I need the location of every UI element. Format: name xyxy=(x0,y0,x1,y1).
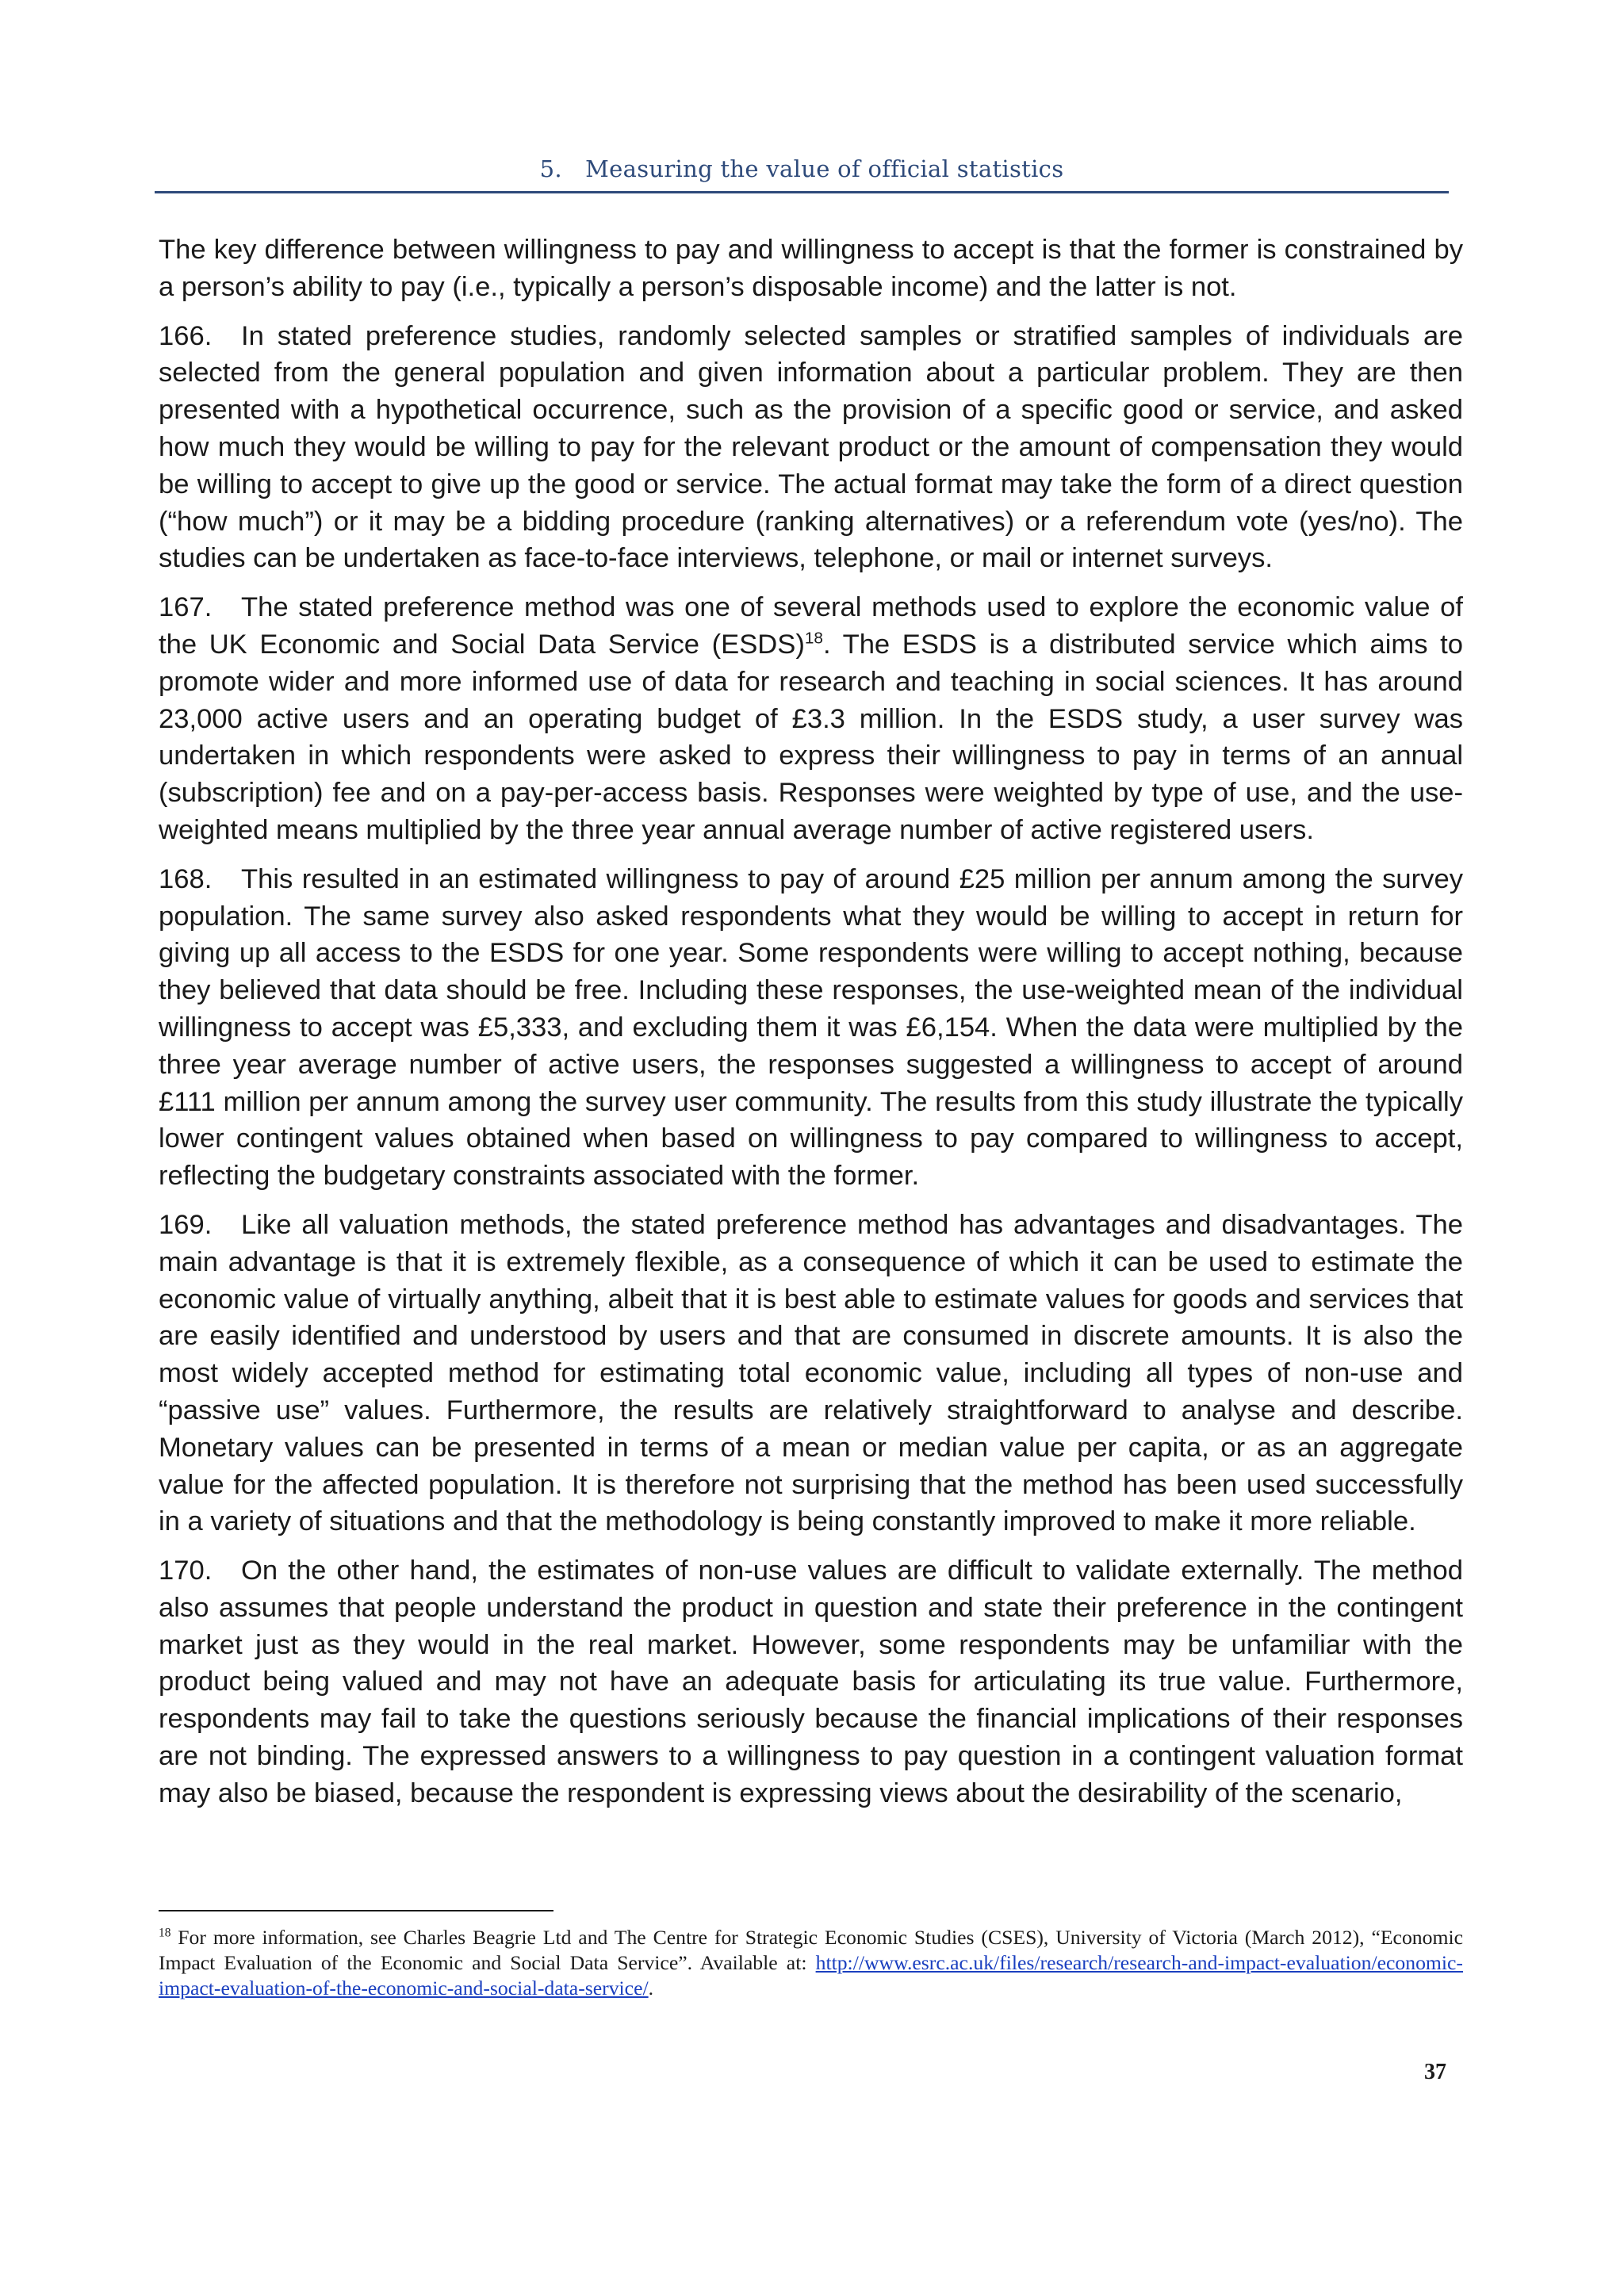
paragraph-text: This resulted in an estimated willingness to pay of around £25 million per annum among the survey population. The same survey also asked respondents what they would be willing to accept in return for giving up all access to the ESDS for one year. Some respondents were willing to accept nothing, because they believed that data should be free. Including these responses, the use-weighted mean of the individual willingness to accept was £5,333, and excluding them it was £6,154. When the data were multiplied by the three year average number of active users, the responses suggested a willingness to accept of around £111 million per annum among the survey user community. The results from this study illustrate the typically lower contingent values obtained when based on willingness to pay compared to willingness to accept, reflecting the budgetary constraints associated with the former. xyxy=(159,863,1463,1192)
paragraph-text: In stated preference studies, randomly selected samples or stratified samples of individuals are selected from the general population and given information about a particular problem. They are then presented with a hypothetical occurrence, such as the provision of a specific good or service, and asked how much they would be willing to pay for the relevant product or the amount of compensation they would be willing to accept to give up the good or service. The actual format may take the form of a direct question (“how much”) or it may be a bidding procedure (ranking alternatives) or a referendum vote (yes/no). The studies can be undertaken as face-to-face interviews, telephone, or mail or internet surveys. xyxy=(159,320,1463,574)
paragraph-number: 166. xyxy=(159,320,213,351)
paragraph-number: 167. xyxy=(159,592,213,623)
paragraph-166 xyxy=(159,318,1463,578)
body-text xyxy=(159,232,1463,1824)
footnote-18 xyxy=(159,1925,1463,2001)
paragraph-170 xyxy=(159,1552,1463,1812)
paragraph-text: Like all valuation methods, the stated preference method has advantages and disadvantages. The main advantage is that it is extremely flexible, as a consequence of which it can be used to estimate the economic value of virtually anything, albeit that it is best able to estimate values for goods and services that are easily identified and understood by users and that are consumed in discrete amounts. It is also the most widely accepted method for estimating total economic value, including all types of non-use and “passive use” values. Furthermore, the results are relatively straightforward to analyse and describe. Monetary values can be presented in terms of a mean or median value per capita, or as an aggregate value for the affected population. It is therefore not surprising that the method has been used successfully in a variety of situations and that the methodology is being constantly improved to make it more reliable. xyxy=(159,1209,1463,1537)
footnote-marker: 18 xyxy=(159,1926,171,1940)
paragraph-168 xyxy=(159,861,1463,1195)
footnote-reference[interactable]: 18 xyxy=(804,629,823,648)
header-rule xyxy=(155,191,1449,193)
paragraph-text: The key difference between willingness to pay and willingness to accept is that the former is constrained by a person’s ability to pay (i.e., typically a person’s disposable income) and the latter is not. xyxy=(159,235,1463,302)
paragraph-text: The stated preference method was one of several methods used to explore the economic value of the UK Economic and Social Data Service (ESDS) xyxy=(159,592,1463,660)
paragraph-169 xyxy=(159,1207,1463,1540)
footnote-text: For more information, see Charles Beagrie Ltd and The Centre for Strategic Economic Studies (CSES), University of Victoria (March 2012), “Economic Impact Evaluation of the Economic and Social Data Service”. Available at: xyxy=(159,1926,1463,1974)
page-number: 37 xyxy=(1424,2060,1446,2084)
paragraph-text-continued: . The ESDS is a distributed service which aims to promote wider and more informed use of data for research and teaching in social sciences. It has around 23,000 active users and an operating budget of £3.3 million. In the ESDS study, a user survey was undertaken in which respondents were asked to express their willingness to pay in terms of an annual (subscription) fee and on a pay-per-access basis. Responses were weighted by type of use, and the use-weighted means multiplied by the three year annual average number of active registered users. xyxy=(159,629,1464,845)
paragraph-continuation xyxy=(159,232,1463,306)
footnote-link[interactable]: http://www.esrc.ac.uk/files/research/research-and-impact-evaluation/economic-impact-evaluation-of-the-economic-and-social-data-service/ xyxy=(159,1951,1463,1999)
running-header: 5. Measuring the value of official statistics xyxy=(539,155,1064,182)
paragraph-text: On the other hand, the estimates of non-use values are difficult to validate externally. The method also assumes that people understand the product in question and state their preference in the contingent market just as they would in the real market. However, some respondents may be unfamiliar with the product being valued and may not have an adequate basis for articulating its true value. Furthermore, respondents may fail to take the questions seriously because the financial implications of their responses are not binding. The expressed answers to a willingness to pay question in a contingent valuation format may also be biased, because the respondent is expressing views about the desirability of the scenario, xyxy=(159,1556,1463,1808)
paragraph-number: 169. xyxy=(159,1209,213,1240)
paragraph-number: 168. xyxy=(159,863,213,894)
paragraph-167 xyxy=(159,589,1463,849)
paragraph-number: 170. xyxy=(159,1556,213,1586)
footnote-separator xyxy=(159,1910,553,1911)
footnote-end: . xyxy=(648,1976,654,1999)
